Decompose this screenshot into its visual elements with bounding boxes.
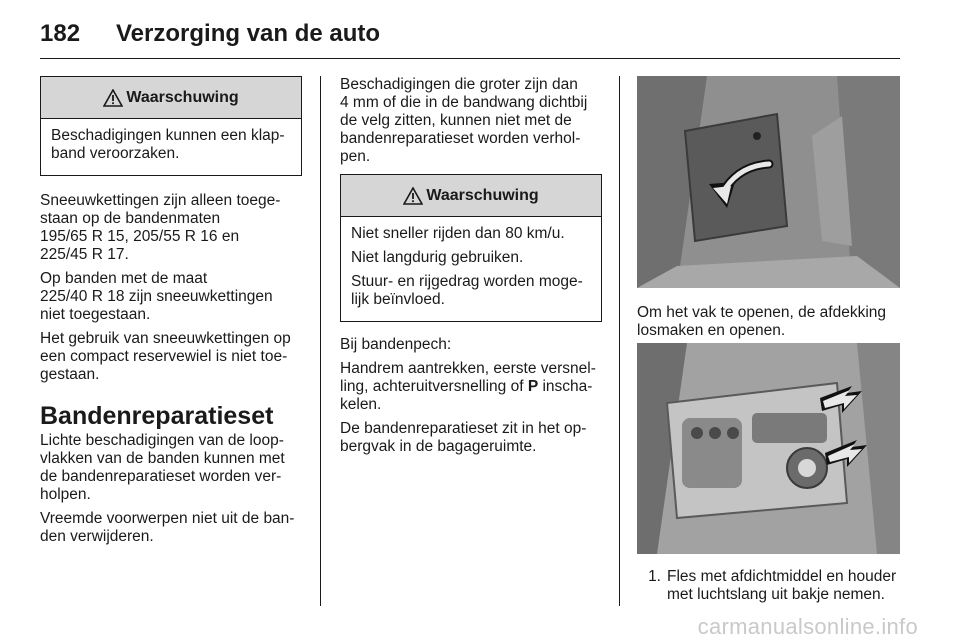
gear-p-label: P bbox=[527, 378, 539, 395]
numbered-list bbox=[637, 568, 902, 604]
warning-text: Beschadigingen kunnen een klap- band veroorzaken. bbox=[51, 127, 285, 162]
paragraph: Vreemde voorwerpen niet uit de ban- den verwijderen. bbox=[40, 510, 295, 545]
paragraph: Lichte beschadigingen van de loop- vlakken van de banden kunnen met de bandenreparatieset worden ver- holpen. bbox=[40, 432, 285, 503]
warning-title: Waarschuwing bbox=[426, 186, 539, 204]
warning-box bbox=[40, 76, 302, 176]
repair-kit-photo bbox=[637, 343, 900, 554]
repair-kit-illustration bbox=[637, 343, 900, 554]
paragraph: Het gebruik van sneeuwkettingen op een compact reservewiel is niet toe- gestaan. bbox=[40, 330, 291, 383]
page-header bbox=[40, 14, 900, 59]
column-left bbox=[40, 76, 302, 552]
warning-text: Stuur- en rijgedrag worden moge- lijk beïnvloed. bbox=[351, 273, 583, 308]
paragraph: Sneeuwkettingen zijn alleen toege- staan op de bandenmaten 195/65 R 15, 205/55 R 16 en 225/45 R 17. bbox=[40, 192, 281, 263]
warning-triangle-icon bbox=[403, 187, 423, 205]
list-number: 1. bbox=[648, 568, 661, 585]
warning-text: Niet langdurig gebruiken. bbox=[351, 249, 524, 266]
watermark: carmanualsonline.info bbox=[697, 614, 918, 639]
warning-title: Waarschuwing bbox=[126, 88, 239, 106]
paragraph: Bij bandenpech: bbox=[340, 336, 452, 353]
warning-box bbox=[340, 174, 602, 322]
paragraph: Beschadigingen die groter zijn dan 4 mm of die in de bandwang dichtbij de velg zitten, kunnen niet met de bandenreparatieset worden verhol- pen. bbox=[340, 76, 588, 165]
list-text: Fles met afdichtmiddel en houder met luchtslang uit bakje nemen. bbox=[667, 568, 897, 603]
page-number: 182 bbox=[40, 20, 81, 47]
warning-text: Niet sneller rijden dan 80 km/u. bbox=[351, 225, 565, 242]
paragraph: Handrem aantrekken, eerste versnel- ling, achteruitversnelling of P inscha- kelen. bbox=[340, 360, 596, 413]
photo-caption: Om het vak te openen, de afdekking losmaken en openen. bbox=[637, 304, 887, 339]
paragraph: Op banden met de maat 225/40 R 18 zijn sneeuwkettingen niet toegestaan. bbox=[40, 270, 273, 323]
trunk-cover-photo bbox=[637, 76, 900, 288]
column-middle bbox=[340, 76, 602, 462]
column-right bbox=[637, 304, 902, 346]
column-divider bbox=[619, 76, 620, 606]
list-item bbox=[637, 568, 902, 604]
paragraph: De bandenreparatieset zit in het op- bergvak in de bagageruimte. bbox=[340, 420, 587, 455]
trunk-cover-illustration bbox=[637, 76, 900, 288]
page-title: Verzorging van de auto bbox=[116, 20, 381, 47]
column-divider bbox=[320, 76, 321, 606]
section-heading: Bandenreparatieset bbox=[40, 402, 274, 430]
warning-triangle-icon bbox=[103, 89, 123, 107]
